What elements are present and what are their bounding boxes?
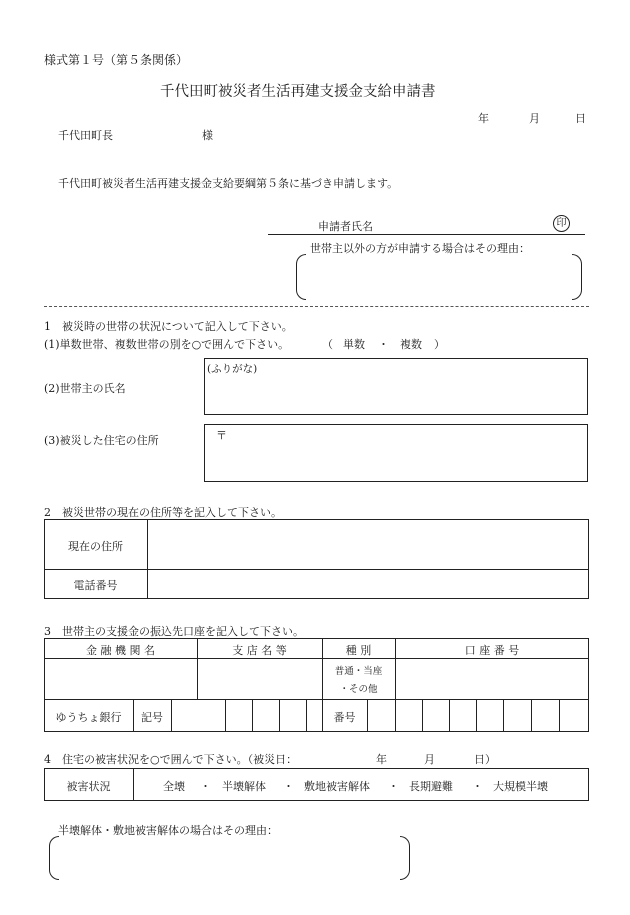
section2-heading: 2 被災世帯の現在の住所等を記入して下さい。 — [44, 506, 282, 519]
damage-option-half-demolition[interactable]: 半壊解体 — [222, 780, 266, 793]
section4-heading: 4 住宅の被害状況を○で囲んで下さい。（被災日： — [44, 753, 298, 766]
page-title: 千代田町被災者生活再建支援金支給申請書 — [160, 84, 436, 100]
current-address-field[interactable] — [150, 522, 586, 567]
householder-name-field[interactable] — [204, 358, 588, 415]
damage-separator-4: ・ — [472, 780, 483, 793]
bangou-label: 番号 — [333, 711, 356, 724]
branch-name-header: 支 店 名 等 — [232, 644, 287, 657]
household-type-open-paren: （ — [322, 338, 333, 351]
phone-label: 電話番号 — [73, 579, 118, 592]
current-address-label: 現在の住所 — [68, 540, 123, 553]
addressee-name: 千代田町長 — [58, 129, 113, 142]
householder-name-label: (2)世帯主の氏名 — [44, 382, 126, 395]
bank-name-header: 金 融 機 関 名 — [86, 644, 155, 657]
bank-row2-line — [44, 699, 589, 700]
damage-status-divider — [133, 768, 134, 801]
household-type-multiple[interactable]: 複数 — [400, 338, 422, 351]
damage-separator-1: ・ — [200, 780, 211, 793]
date-month-label: 月 — [529, 112, 540, 125]
intro-text: 千代田町被災者生活再建支援金支給要綱第５条に基づき申請します。 — [58, 177, 399, 190]
kigou-label: 記号 — [141, 711, 163, 724]
section1-heading: 1 被災時の世帯の状況について記入して下さい。 — [44, 320, 293, 333]
applicant-name-line[interactable] — [268, 234, 585, 235]
addressee-honorific: 様 — [202, 129, 213, 142]
postal-mark: 〒 — [216, 429, 227, 442]
damage-option-large-scale-half[interactable]: 大規模半壊 — [493, 780, 548, 793]
damaged-house-address-label: (3)被災した住宅の住所 — [44, 434, 159, 447]
disaster-date-year-label: 年 — [376, 753, 387, 766]
applicant-reason-bracket-right — [572, 254, 582, 300]
disaster-date-day-label: 日） — [474, 753, 496, 766]
section-divider — [44, 306, 589, 307]
bangou-field[interactable] — [369, 701, 587, 730]
bangou-col-line — [367, 699, 368, 732]
damage-reason-field[interactable] — [59, 838, 400, 878]
damage-separator-3: ・ — [388, 780, 399, 793]
yucho-bank-label: ゆうちょ銀行 — [55, 711, 122, 724]
household-type-question: (1)単数世帯、複数世帯の別を○で囲んで下さい。 — [44, 338, 290, 351]
damage-option-long-term-evacuation[interactable]: 長期避難 — [409, 780, 453, 793]
damage-reason-label: 半壊解体・敷地被害解体の場合はその理由： — [58, 824, 278, 837]
damage-status-label: 被害状況 — [66, 780, 111, 793]
damage-reason-bracket-left — [49, 836, 59, 880]
account-type-options-2[interactable]: ・その他 — [339, 684, 378, 695]
household-type-separator: ・ — [378, 338, 389, 351]
kigou-box-line-4 — [306, 699, 307, 732]
damage-reason-bracket-right — [400, 836, 410, 880]
applicant-reason-field[interactable] — [306, 256, 572, 298]
date-year-label: 年 — [478, 112, 489, 125]
current-address-row-divider — [44, 569, 589, 570]
applicant-reason-label: 世帯主以外の方が申請する場合はその理由： — [310, 242, 530, 255]
account-type-options-1[interactable]: 普通・当座 — [334, 666, 383, 677]
damaged-house-address-field[interactable] — [204, 424, 588, 482]
household-type-single[interactable]: 単数 — [343, 338, 365, 351]
disaster-date-month-label: 月 — [424, 753, 435, 766]
household-type-close-paren: ） — [434, 338, 445, 351]
bank-name-field[interactable] — [46, 661, 195, 697]
damage-option-total-collapse[interactable]: 全壊 — [163, 780, 185, 793]
account-number-field[interactable] — [397, 661, 587, 697]
seal-mark: 印 — [553, 215, 570, 232]
furigana-label: (ふりがな) — [207, 363, 258, 375]
branch-name-field[interactable] — [199, 661, 320, 697]
applicant-name-label: 申請者氏名 — [318, 220, 373, 233]
kigou-field[interactable] — [173, 701, 305, 730]
applicant-reason-bracket-left — [296, 254, 306, 300]
damage-option-site-damage[interactable]: 敷地被害解体 — [304, 780, 370, 793]
damage-separator-2: ・ — [283, 780, 294, 793]
account-number-header: 口 座 番 号 — [464, 644, 520, 657]
kigou-col-line — [171, 699, 172, 732]
form-number: 様式第１号（第５条関係） — [44, 53, 189, 67]
phone-field[interactable] — [150, 572, 586, 597]
current-address-divider — [147, 519, 148, 599]
account-type-header: 種 別 — [345, 644, 372, 657]
bank-header-row-line — [44, 658, 589, 659]
date-day-label: 日 — [575, 112, 586, 125]
section3-heading: 3 世帯主の支援金の振込先口座を記入して下さい。 — [44, 625, 304, 638]
